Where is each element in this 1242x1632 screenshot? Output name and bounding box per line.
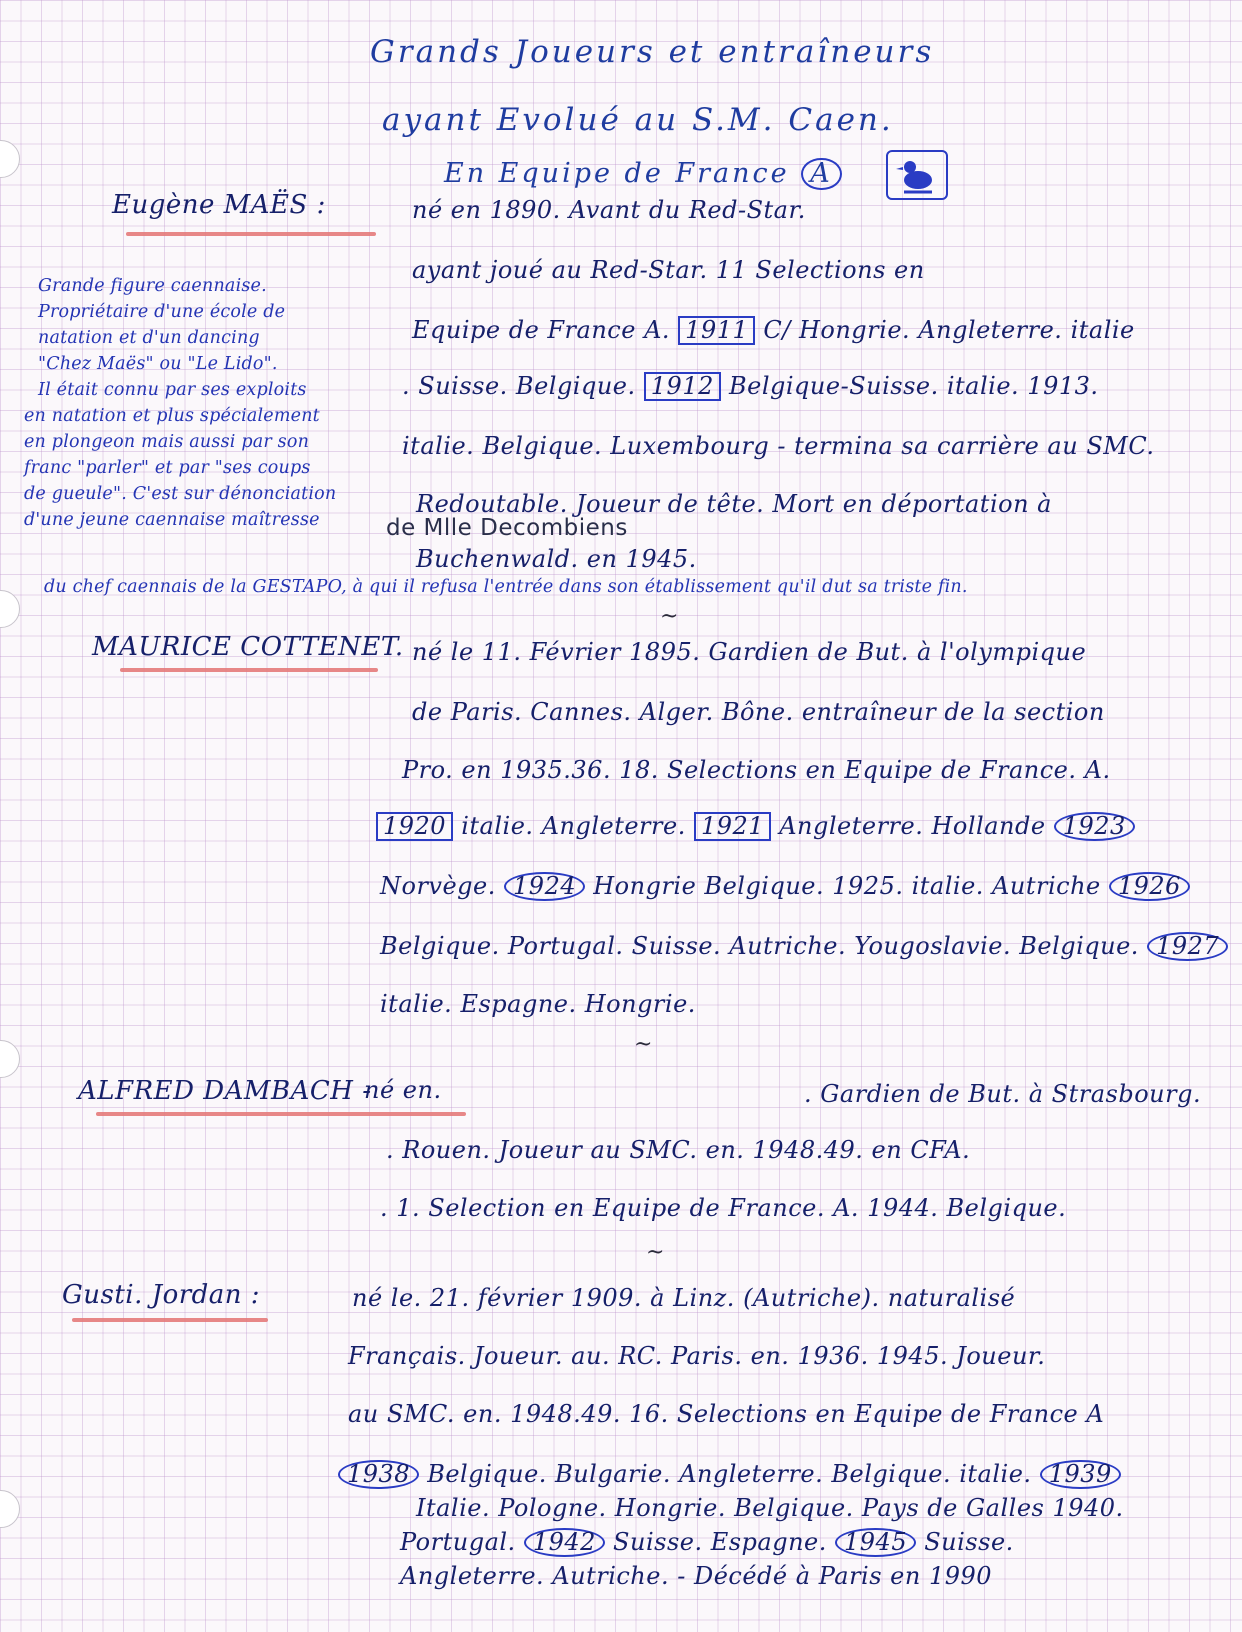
year-box: 1911 (678, 316, 755, 345)
separator-mark: ~ (660, 604, 679, 629)
maes-note-line: Propriétaire d'une école de (38, 302, 286, 322)
cottenet-text: Belgique. Portugal. Suisse. Autriche. Yougoslavie. Belgique. (380, 932, 1139, 960)
year-circle: 1926 (1109, 872, 1190, 901)
dambach-line: . Rouen. Joueur au SMC. en. 1948.49. en CFA. (386, 1136, 971, 1164)
separator-mark: ~ (646, 1240, 665, 1265)
jordan-text: Portugal. (400, 1528, 516, 1556)
cottenet-name-dot: . (394, 632, 404, 662)
cottenet-line (380, 872, 1190, 901)
maes-text: C/ Hongrie. Angleterre. italie (763, 316, 1135, 344)
year-circle: 1923 (1054, 812, 1135, 841)
name-underline (126, 232, 376, 236)
cottenet-line: de Paris. Cannes. Alger. Bône. entraîneur de la section (412, 698, 1105, 726)
maes-note-line: en plongeon mais aussi par son (24, 432, 310, 452)
page-subtitle: ayant Evolué au S.M. Caen. (382, 102, 894, 138)
cottenet-text: Angleterre. Hollande (779, 812, 1046, 840)
maes-text: Belgique-Suisse. italie. 1913. (729, 372, 1099, 400)
player-name-maes: Eugène MAËS : (112, 190, 326, 220)
cottenet-name-text: MAURICE COTTENET (92, 632, 395, 662)
jordan-line: au SMC. en. 1948.49. 16. Selections en Equipe de France A (348, 1400, 1105, 1428)
maes-note-line: natation et d'un dancing (38, 328, 260, 348)
maes-line: Buchenwald. en 1945. (416, 545, 697, 573)
maes-line-typed: de Mlle Decombiens (386, 515, 628, 541)
maes-line: né en 1890. Avant du Red-Star. (412, 196, 806, 224)
year-circle: 1924 (504, 872, 585, 901)
dambach-line: . 1. Selection en Equipe de France. A. 1944. Belgique. (380, 1194, 1067, 1222)
year-box: 1921 (694, 812, 771, 841)
year-box: 1912 (644, 372, 721, 401)
cottenet-line: né le 11. Février 1895. Gardien de But. à l'olympique (412, 638, 1087, 666)
maes-note-line: franc "parler" et par "ses coups (24, 458, 311, 478)
maes-note-line: du chef caennais de la GESTAPO, à qui il refusa l'entrée dans son établissement qu'il dut sa triste fin. (44, 577, 968, 597)
binder-hole (0, 590, 20, 628)
maes-line: ayant joué au Red-Star. 11 Selections en (412, 256, 925, 284)
jordan-line (338, 1460, 1121, 1489)
maes-note-line: en natation et plus spécialement (24, 406, 320, 426)
jordan-text: Suisse. (924, 1528, 1014, 1556)
cottenet-text: Hongrie Belgique. 1925. italie. Autriche (593, 872, 1101, 900)
player-name-cottenet (92, 632, 404, 662)
jordan-line (400, 1528, 1014, 1557)
year-box: 1920 (376, 812, 453, 841)
page-subtitle-team (444, 158, 842, 190)
name-underline (72, 1318, 268, 1322)
jordan-line: Italie. Pologne. Hongrie. Belgique. Pays de Galles 1940. (416, 1494, 1124, 1522)
maes-line: italie. Belgique. Luxembourg - termina sa carrière au SMC. (402, 432, 1155, 460)
maes-text: Equipe de France A. (412, 316, 671, 344)
dambach-line: né en. (364, 1076, 442, 1104)
team-label: En Equipe de France (444, 158, 790, 189)
player-name-dambach: ALFRED DAMBACH - (78, 1076, 372, 1106)
cottenet-line: Pro. en 1935.36. 18. Selections en Equipe de France. A. (402, 756, 1111, 784)
year-circle: 1927 (1147, 932, 1228, 961)
binder-hole (0, 140, 20, 178)
name-underline (120, 668, 378, 672)
cottenet-line (376, 812, 1135, 841)
player-name-jordan: Gusti. Jordan : (62, 1280, 261, 1310)
duck-emblem-icon (886, 150, 948, 200)
separator-mark: ~ (634, 1032, 653, 1057)
year-circle: 1942 (524, 1528, 605, 1557)
maes-note-line: d'une jeune caennaise maîtresse (24, 510, 320, 530)
year-circle: 1939 (1040, 1460, 1121, 1489)
dambach-line: . Gardien de But. à Strasbourg. (804, 1080, 1202, 1108)
maes-line: Redoutable. Joueur de tête. Mort en déportation à (416, 490, 1052, 518)
jordan-text: Belgique. Bulgarie. Angleterre. Belgique. italie. (427, 1460, 1032, 1488)
binder-hole (0, 1040, 20, 1078)
jordan-line: né le. 21. février 1909. à Linz. (Autriche). naturalisé (352, 1284, 1016, 1312)
jordan-line: Angleterre. Autriche. - Décédé à Paris en 1990 (400, 1562, 993, 1590)
binder-hole (0, 1490, 20, 1528)
page-title: Grands Joueurs et entraîneurs (370, 34, 935, 70)
maes-note-line: de gueule". C'est sur dénonciation (24, 484, 337, 504)
year-circle: 1945 (835, 1528, 916, 1557)
cottenet-text: Norvège. (380, 872, 496, 900)
name-underline (96, 1112, 466, 1116)
cottenet-text: italie. Angleterre. (461, 812, 686, 840)
maes-line (402, 372, 1099, 401)
jordan-text: Suisse. Espagne. (613, 1528, 827, 1556)
maes-line (412, 316, 1135, 345)
cottenet-line: italie. Espagne. Hongrie. (380, 990, 696, 1018)
cottenet-line (380, 932, 1228, 961)
jordan-line: Français. Joueur. au. RC. Paris. en. 1936. 1945. Joueur. (348, 1342, 1046, 1370)
maes-note-line: Il était connu par ses exploits (38, 380, 307, 400)
year-circle: 1938 (338, 1460, 419, 1489)
team-badge: A (801, 158, 842, 190)
maes-note-line: "Chez Maës" ou "Le Lido". (38, 354, 278, 374)
maes-note-line: Grande figure caennaise. (38, 276, 267, 296)
maes-text: . Suisse. Belgique. (402, 372, 636, 400)
